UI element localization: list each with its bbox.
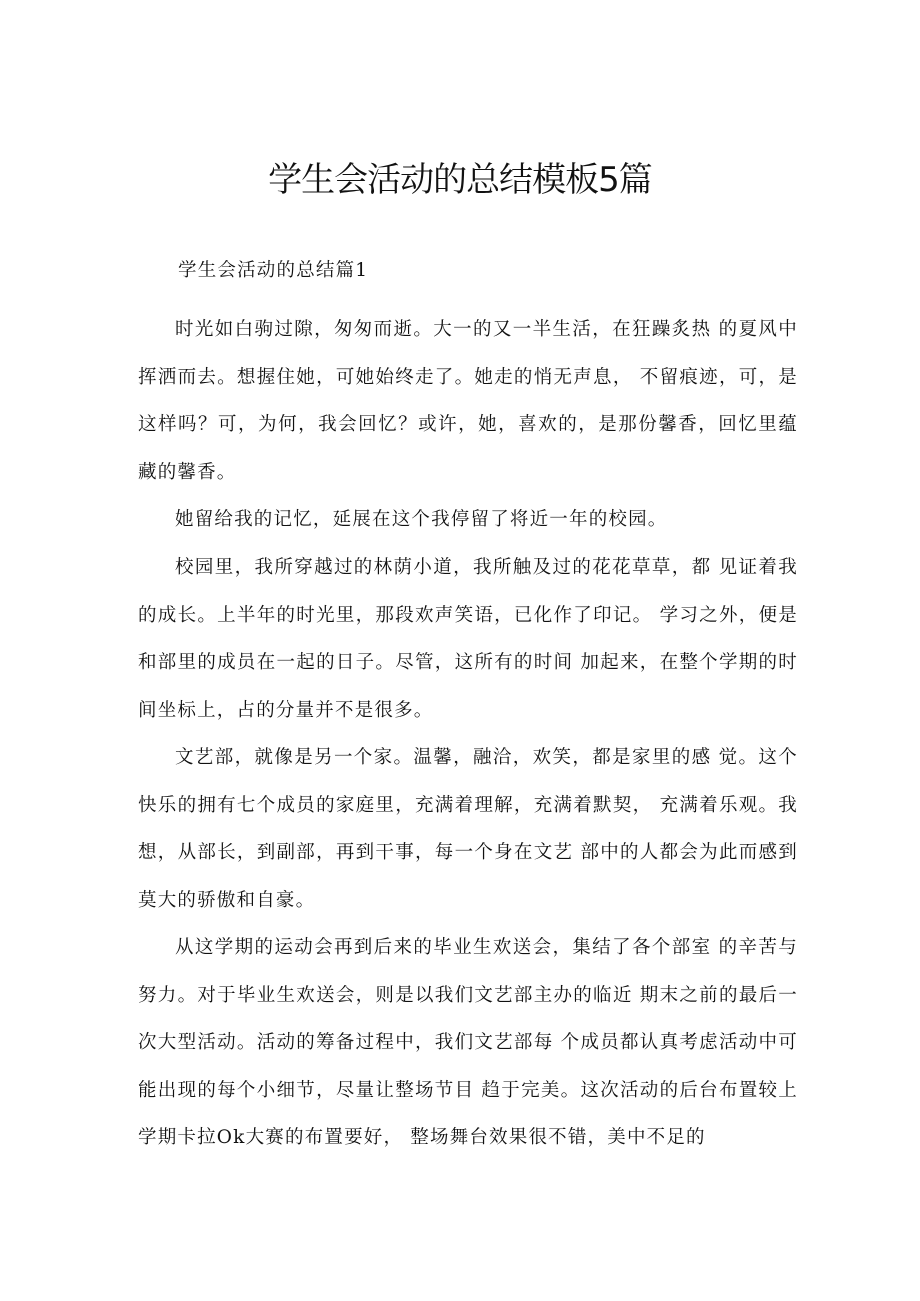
paragraph: 从这学期的运动会再到后来的毕业生欢送会，集结了各个部室 的辛苦与努力。对于毕业生欢送会，则是以我们文艺部主办的临近 期末之前的最后一次大型活动。活动的筹备过程中，我们文艺部每 个成员都认真考虑活动中可能出现的每个小细节，尽量让整场节目 趋于完美。这次活动的后台布置较上学期卡拉Ok大赛的布置要好， 整场舞台效果很不错，美中不足的 [138,937,798,1148]
paragraph-block-5 [138,924,798,1162]
document-title: 学生会活动的总结模板5篇 [268,160,652,200]
paragraph: 校园里，我所穿越过的林荫小道，我所触及过的花花草草，都 见证着我的成长。上半年的时光里，那段欢声笑语，已化作了印记。 学习之外，便是和部里的成员在一起的日子。尽管，这所有的时间 加起来，在整个学期的时间坐标上，占的分量并不是很多。 [138,557,798,721]
section-heading: 学生会活动的总结篇1 [178,260,369,281]
paragraph-block-2 [138,496,798,544]
paragraph: 文艺部，就像是另一个家。温馨，融洽，欢笑，都是家里的感 觉。这个快乐的拥有七个成员的家庭里，充满着理解，充满着默契， 充满着乐观。我想，从部长，到副部，再到干事，每一个身在文艺 部中的人都会为此而感到莫大的骄傲和自豪。 [138,747,798,911]
paragraph-block-4 [138,734,798,924]
paragraph-block-1 [138,306,798,496]
paragraph: 她留给我的记忆，延展在这个我停留了将近一年的校园。 [175,509,668,530]
paragraph: 时光如白驹过隙，匆匆而逝。大一的又一半生活，在狂躁炙热 的夏风中挥洒而去。想握住她，可她始终走了。她走的悄无声息， 不留痕迹，可，是这样吗？可，为何，我会回忆？或许，她，喜欢的，是那份馨香，回忆里蕴藏的馨香。 [138,319,798,483]
paragraph-block-3 [138,544,798,734]
